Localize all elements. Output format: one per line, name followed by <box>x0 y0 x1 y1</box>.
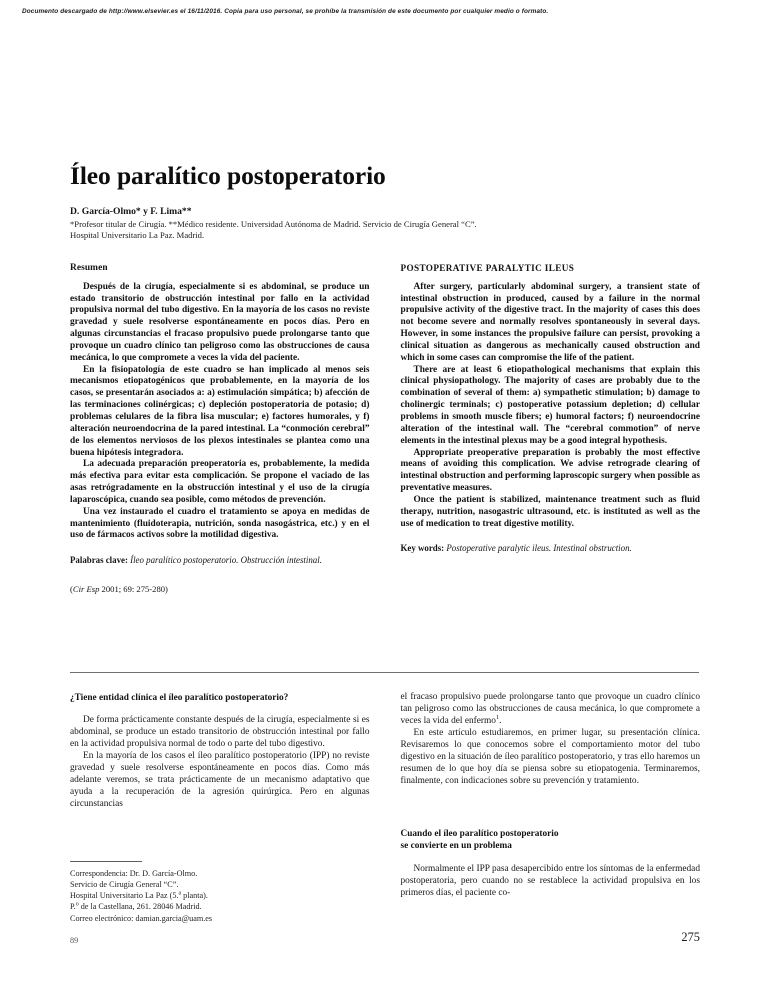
abstract-paragraph: There are at least 6 etiopathological mechanisms that explain this clinical physiopathology. The majority of cases are probably due to the combination of several of them: a) sympathetic stimulation; b) damage to cholinergic terminals; c) postoperative potassium depletion; d) cellular problems in smooth muscle fibers; e) humoral factors; f) neuroendocrine alteration of the intestinal wall. The “cerebral commotion” of nerve elements in the intestinal plexus may be a good integral hypothesis. <box>400 364 700 446</box>
abstract-heading-es: Resumen <box>70 262 108 273</box>
abstract-paragraph: After surgery, particularly abdominal surgery, a transient state of intestinal obstruction in produced, caused by a failure in the normal propulsive activity of the digestive tract. In the majority of cases this does not become severe and normally resolves spontaneously in several days. However, in some instances the propulsive failure can persist, provoking a clinical situation as dangerous as mechanically caused obstruction and which in some cases can compromise the life of the patient. <box>400 281 700 363</box>
body-paragraph-continuation-end: . <box>499 715 502 726</box>
affiliation-line-1: *Profesor titular de Cirugía. **Médico residente. Universidad Autónoma de Madrid. Servicio de Cirugía General “C”. <box>70 219 477 230</box>
reference-marker-1: 1 <box>495 713 500 721</box>
author-list: D. García-Olmo* y F. Lima** <box>70 205 192 217</box>
correspondence-email: Correo electrónico: damian.garcia@uam.es <box>70 913 213 923</box>
section-heading-line-2: se convierte en un problema <box>400 840 512 851</box>
body-paragraph-continuation-text: el fracaso propulsivo puede prolongarse tanto que provoque un cuadro clínico tan peligroso como las obstrucciones de causa mecánica, lo que compromete a veces la vida del enfermo <box>400 692 700 726</box>
elsevier-download-notice: Documento descargado de http://www.elsevier.es el 16/11/2016. Copia para uso personal, se prohíbe la transmisión de este documento por cualquier medio o formato. <box>22 8 549 15</box>
section-divider-rule <box>70 672 699 673</box>
correspondence-address-b: de la Castellana, 261. 28046 Madrid. <box>78 902 202 912</box>
abstract-english <box>401 263 701 595</box>
section-heading-clinical-entity: ¿Tiene entidad clínica el íleo paralítico postoperatorio? <box>70 693 289 703</box>
correspondence-hospital <box>70 890 370 901</box>
correspondence-address-a: P. <box>70 902 76 912</box>
abstract-paragraph: La adecuada preparación preoperatoria es, probablemente, la medida más efectiva para evitar esta complicación. Se propone el vaciado de las asas retrógradamente en la obstrucción intestinal y el uso de la cirugía laparoscópica, cuando sea posible, como métodos de prevención. <box>70 459 370 505</box>
keywords-value-en: Postoperative paralytic ileus. Intestinal obstruction. <box>446 543 632 554</box>
body-paragraph-continuation <box>401 692 701 728</box>
body-paragraph: En este artículo estudiaremos, en primer lugar, su presentación clínica. Revisaremos lo que conocemos sobre el comportamiento motor del tubo digestivo en la situación de íleo paralítico postoperatorio, y tras ello haremos un resumen de lo que hoy día se piensa sobre su etiopatogenia. Terminaremos, finalmente, con indicaciones sobre su prevención y tratamiento. <box>400 727 700 786</box>
section-heading-when-problem <box>401 828 701 852</box>
keywords-es <box>70 555 370 567</box>
body-paragraph: De forma prácticamente constante después de la cirugía, especialmente si es abdominal, se produce un estado transitorio de obstrucción intestinal por fallo en la actividad propulsiva normal de todo o parte del tubo digestivo. <box>70 715 370 749</box>
body-paragraph: Normalmente el IPP pasa desapercibido entre los síntomas de la enfermedad postoperatoria, pero cuando no se restablece la actividad propulsiva en los primeros días, el paciente co- <box>400 863 700 898</box>
keywords-value-es: Íleo paralítico postoperatorio. Obstrucción intestinal. <box>130 555 322 566</box>
abstract-paragraph: Appropriate preoperative preparation is probably the most effective means of avoiding this complication. We advise retrograde clearing of intestinal obstruction and performing laproscopic surgery when possible as preventative measures. <box>400 447 700 494</box>
abstract-paragraph: En la fisiopatología de este cuadro se han implicado al menos seis mecanismos etiopatogénicos que probablemente, en la mayoría de los casos, se presentarán asociados a: a) estimulación simpática; b) afección de las terminaciones colinérgicas; c) depleción postoperatoria de potasio; d) problemas celulares de la fibra lisa muscular; e) factores humorales, y f) alteración neuroendocrina de la pared intestinal. La “conmoción cerebral” de los elementos nerviosos de los plexos intestinales se plantea como una buena hipótesis integradora. <box>70 364 370 458</box>
section-heading-line-1: Cuando el íleo paralítico postoperatorio <box>400 828 559 839</box>
folio-left: 89 <box>70 936 79 945</box>
correspondence-hospital-a: Hospital Universitario La Paz (5. <box>70 891 179 901</box>
footnote-rule <box>70 861 142 862</box>
citation-journal-name: Cir Esp <box>72 583 100 594</box>
heading-spacer <box>401 788 701 828</box>
affiliation-line-2: Hospital Universitario La Paz. Madrid. <box>70 230 205 241</box>
citation-details: 2001; 69: 275-280) <box>101 583 168 594</box>
correspondence-address <box>70 901 370 912</box>
journal-citation: (Cir Esp 2001; 69: 275-280) <box>70 583 168 594</box>
article-header <box>70 162 700 595</box>
ordinal-superscript: o <box>75 901 79 908</box>
keywords-label-en: Key words: <box>400 543 445 554</box>
abstract-paragraph: Después de la cirugía, especialmente si es abdominal, se produce un estado transitorio de obstrucción intestinal por fallo en la actividad propulsiva normal del tubo digestivo. En la mayoría de los casos no reviste gravedad y suele resolverse espontáneamente en pocos días. Pero en algunas circunstancias el fracaso propulsivo puede prolongarse tanto que provoque un cuadro clínico tan peligroso como las obstrucciones de causa mecánica, lo que compromete a veces la vida del paciente. <box>70 281 370 363</box>
correspondence-footnote <box>70 861 370 924</box>
page-title: Íleo paralítico postoperatorio <box>70 161 386 190</box>
abstract-section <box>70 263 700 595</box>
abstract-paragraph: Once the patient is stabilized, maintenance treatment such as fluid therapy, nutrition, nasogastric ultrasound, etc. is instituted as well as the use of medication to treat digestive motility. <box>400 494 700 529</box>
abstract-spanish <box>70 263 370 595</box>
ordinal-superscript: a <box>178 890 182 897</box>
abstract-heading-en: POSTOPERATIVE PARALYTIC ILEUS <box>400 262 575 273</box>
keywords-label-es: Palabras clave: <box>70 555 128 566</box>
body-column-right <box>401 692 701 899</box>
keywords-en <box>401 543 701 555</box>
body-paragraph: En la mayoría de los casos el íleo paralítico postoperatorio (IPP) no reviste gravedad y suele resolverse espontáneamente en pocos días. Como más adelante veremos, se trata prácticamente de un mecanismo adaptativo que ayuda a la recuperación de la agresión quirúrgica. Pero en algunas circunstancias <box>70 750 370 809</box>
correspondence-hospital-b: planta). <box>181 891 208 901</box>
correspondence-name: Correspondencia: Dr. D. García-Olmo. <box>70 869 198 878</box>
folio-right: 275 <box>681 930 700 944</box>
correspondence-department: Servicio de Cirugía General “C”. <box>70 880 179 890</box>
abstract-paragraph: Una vez instaurado el cuadro el tratamiento se apoya en medidas de mantenimiento (fluidoterapia, nutrición, sonda nasogástrica, etc.) y en el uso de fármacos activos sobre la motilidad digestiva. <box>70 506 370 541</box>
